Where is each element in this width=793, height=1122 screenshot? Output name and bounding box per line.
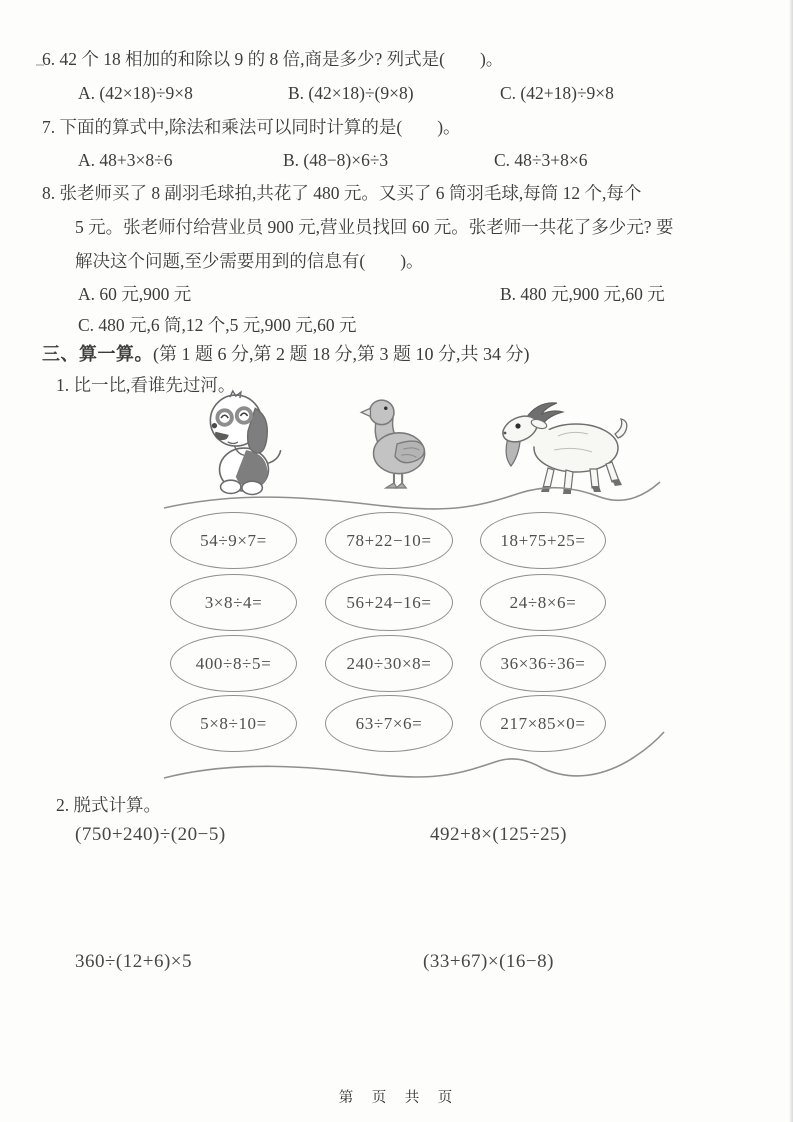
- oval-expression: 18+75+25=: [480, 512, 606, 569]
- scan-edge-shadow: [789, 0, 793, 1122]
- oval-expression: 5×8÷10=: [170, 695, 297, 752]
- oval-expression: 217×85×0=: [480, 695, 606, 752]
- oval-expression: 24÷8×6=: [480, 574, 606, 631]
- duck-illustration: [350, 396, 442, 488]
- page-footer: 第 页 共 页: [338, 1090, 455, 1106]
- river-bank-top: [164, 482, 660, 509]
- question-7-text: 7. 下面的算式中,除法和乘法可以同时计算的是( )。: [42, 117, 461, 137]
- task-1-label: 1. 比一比,看谁先过河。: [56, 375, 236, 395]
- question-6-option-a: A. (42×18)÷9×8: [78, 83, 193, 103]
- question-8-option-a: A. 60 元,900 元: [78, 284, 192, 304]
- oval-expression: 63÷7×6=: [325, 695, 453, 752]
- task-2-expression-3: 360÷(12+6)×5: [75, 951, 193, 972]
- task-2-label: 2. 脱式计算。: [56, 795, 161, 815]
- oval-expression: 54÷9×7=: [170, 512, 297, 569]
- task-2-expression-1: (750+240)÷(20−5): [75, 824, 226, 845]
- question-8-line1: 8. 张老师买了 8 副羽毛球拍,共花了 480 元。又买了 6 筒羽毛球,每筒 12 个,每个: [42, 183, 642, 203]
- question-7-option-b: B. (48−8)×6÷3: [283, 150, 389, 170]
- question-8-line3: 解决这个问题,至少需要用到的信息有( )。: [75, 251, 424, 271]
- question-6-option-c: C. (42+18)÷9×8: [500, 83, 614, 103]
- question-6-option-b: B. (42×18)÷(9×8): [288, 83, 414, 103]
- oval-expression: 56+24−16=: [325, 574, 453, 631]
- question-8-option-c: C. 480 元,6 筒,12 个,5 元,900 元,60 元: [78, 315, 357, 335]
- question-7-option-c: C. 48÷3+8×6: [494, 150, 588, 170]
- section-3-heading-title: 三、算一算。: [42, 344, 153, 364]
- task-2-expression-4: (33+67)×(16−8): [423, 951, 554, 972]
- task-2-expression-2: 492+8×(125÷25): [430, 824, 568, 845]
- question-8-option-b: B. 480 元,900 元,60 元: [500, 284, 665, 304]
- question-8-line2: 5 元。张老师付给营业员 900 元,营业员找回 60 元。张老师一共花了多少元? 要: [75, 217, 674, 237]
- oval-expression: 240÷30×8=: [325, 635, 453, 692]
- oval-expression: 3×8÷4=: [170, 574, 297, 631]
- oval-expression: 36×36÷36=: [480, 635, 606, 692]
- oval-expression: 400÷8÷5=: [170, 635, 297, 692]
- question-6-text: 6. 42 个 18 相加的和除以 9 的 8 倍,商是多少? 列式是( )。: [42, 49, 504, 69]
- section-3-heading: [42, 340, 530, 366]
- question-7-option-a: A. 48+3×8÷6: [78, 150, 173, 170]
- section-3-heading-points: (第 1 题 6 分,第 2 题 18 分,第 3 题 10 分,共 34 分): [153, 344, 530, 364]
- oval-expression: 78+22−10=: [325, 512, 453, 569]
